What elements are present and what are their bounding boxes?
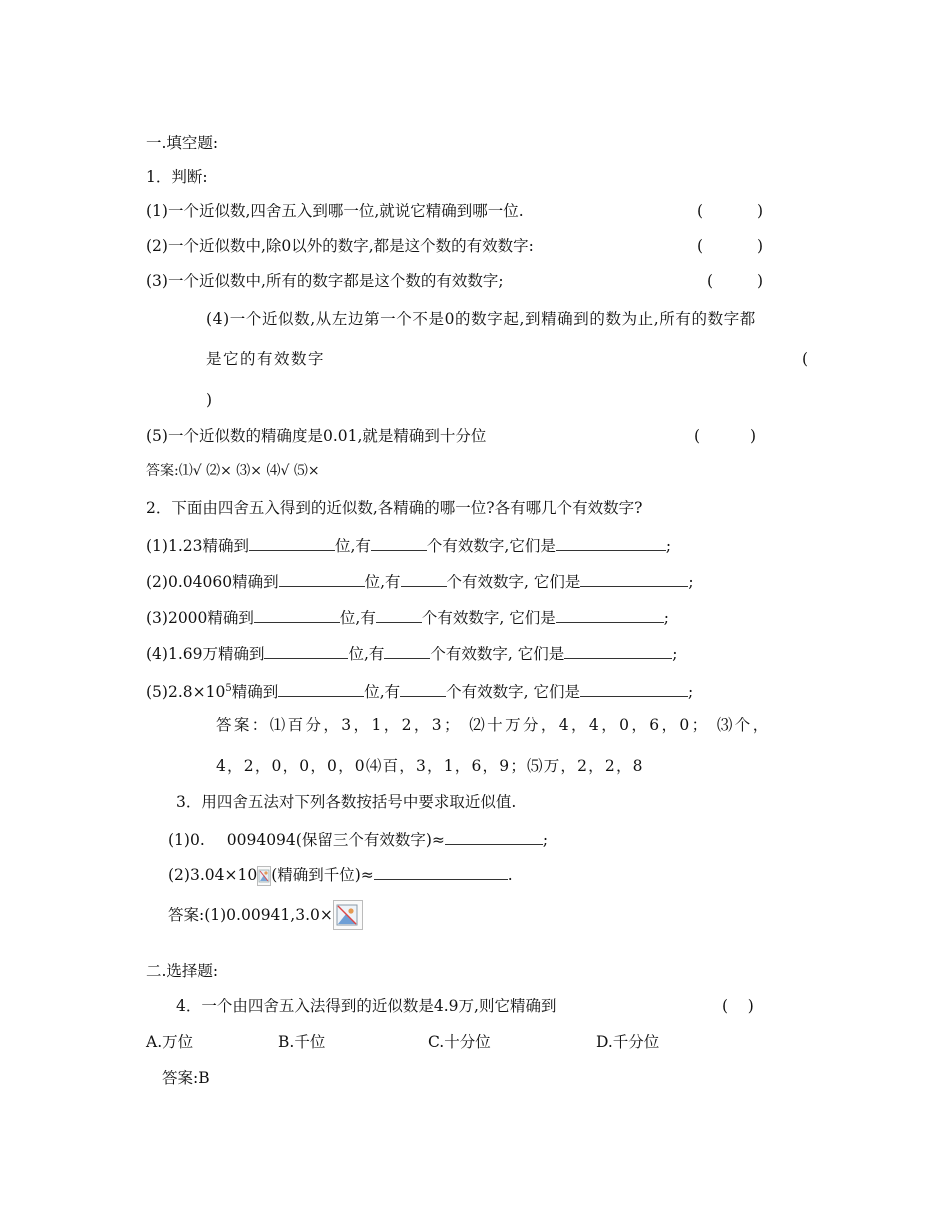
q1-item-1-paren-open: ( xyxy=(697,202,704,220)
q2-item-3-blank-count[interactable] xyxy=(376,607,422,623)
q3-item-1-blank[interactable] xyxy=(445,829,543,845)
q3-item-2 xyxy=(168,864,513,886)
q2-item-4-text-a: 精确到 xyxy=(217,645,265,663)
q4-option-a[interactable]: A.万位 xyxy=(146,1033,194,1051)
q1-item-3-paren-close: ) xyxy=(757,272,764,290)
q2-item-2-number: (2)0.04060 xyxy=(146,573,233,591)
q1-item-3: (3)一个近似数中,所有的数字都是这个数的有效数字; xyxy=(146,272,504,290)
q3-item-2-end: . xyxy=(507,866,513,884)
q1-item-5-paren-close: ) xyxy=(750,427,757,445)
q4-title: 4．一个由四舍五入法得到的近似数是4.9万,则它精确到 xyxy=(176,997,557,1015)
q1-item-4-paren-open: ( xyxy=(802,350,809,368)
q3-answer-text: 答案:(1)0.00941,3.0× xyxy=(168,906,333,924)
q2-item-5-blank-digits[interactable] xyxy=(580,681,688,697)
q2-item-4 xyxy=(146,643,678,664)
q2-item-3 xyxy=(146,607,669,628)
q2-item-3-number: (3)2000 xyxy=(146,609,208,627)
q3-item-1-end: ; xyxy=(542,831,549,849)
q1-item-5-paren-open: ( xyxy=(694,427,701,445)
q2-item-1-text-c: 个有效数字,它们是 xyxy=(426,537,556,555)
q3-item-1 xyxy=(168,829,548,850)
q2-item-4-end: ; xyxy=(672,645,678,663)
q2-item-4-blank-place[interactable] xyxy=(264,643,348,659)
q2-item-3-text-c: 个有效数字, 它们是 xyxy=(421,609,556,627)
q3-answer xyxy=(168,900,363,930)
q2-item-1-blank-count[interactable] xyxy=(371,535,427,551)
q2-item-4-text-b: 位,有 xyxy=(348,645,385,663)
q3-title: 3．用四舍五法对下列各数按括号中要求取近似值. xyxy=(176,793,517,811)
q2-item-2-blank-digits[interactable] xyxy=(580,571,688,587)
q2-answer-line-1: 答案：⑴百分，3，1，2，3； ⑵十万分，4，4，0，6，0； ⑶个， xyxy=(216,716,771,734)
q4-option-c[interactable]: C.十分位 xyxy=(428,1033,491,1051)
q2-item-5-end: ; xyxy=(688,683,694,702)
q2-item-2-end: ; xyxy=(688,573,694,591)
q1-item-5: (5)一个近似数的精确度是0.01,就是精确到十分位 xyxy=(146,427,487,445)
q1-item-1-paren-close: ) xyxy=(757,202,764,220)
q2-item-4-blank-digits[interactable] xyxy=(564,643,672,659)
q2-item-3-end: ; xyxy=(663,609,669,627)
q2-item-3-text-a: 精确到 xyxy=(207,609,254,627)
q1-answer: 答案:⑴√ ⑵× ⑶× ⑷√ ⑸× xyxy=(146,463,320,479)
q2-item-5-number: (5)2.8×10 xyxy=(146,683,226,702)
q3-item-2-text-a: (2)3.04×10 xyxy=(168,866,258,884)
q1-title: 1．判断: xyxy=(146,168,208,186)
q1-item-3-paren-open: ( xyxy=(707,272,714,290)
q2-item-5-text-a: 精确到 xyxy=(231,683,279,702)
q2-item-1-blank-digits[interactable] xyxy=(556,535,666,551)
q2-item-1-blank-place[interactable] xyxy=(249,535,335,551)
broken-image-icon xyxy=(333,900,363,930)
q3-item-2-text-b: (精确到千位)≈ xyxy=(271,866,374,884)
q3-item-2-blank[interactable] xyxy=(374,864,508,880)
q1-item-2-paren-close: ) xyxy=(757,237,764,255)
q2-item-5-text-b: 位,有 xyxy=(364,683,401,702)
q2-item-5-blank-count[interactable] xyxy=(400,681,446,697)
q2-item-1 xyxy=(146,535,671,556)
q2-item-2-text-b: 位,有 xyxy=(364,573,401,591)
q2-item-3-blank-digits[interactable] xyxy=(556,607,664,623)
q1-item-2-paren-open: ( xyxy=(697,237,704,255)
q2-title: 2．下面由四舍五入得到的近似数,各精确的哪一位?各有哪几个有效数字? xyxy=(146,499,643,517)
q1-item-4-cont: 是它的有效数字 xyxy=(206,350,326,368)
q2-item-1-text-b: 位,有 xyxy=(334,537,371,555)
q2-item-5 xyxy=(146,679,693,702)
q2-item-5-blank-place[interactable] xyxy=(278,681,364,697)
q2-item-1-end: ; xyxy=(665,537,672,555)
section-title-fill-blank: 一.填空题: xyxy=(146,134,219,152)
q4-option-b[interactable]: B.千位 xyxy=(278,1033,326,1051)
q1-item-4-paren-close: ) xyxy=(206,391,213,409)
q2-item-2-blank-count[interactable] xyxy=(401,571,447,587)
q2-item-3-blank-place[interactable] xyxy=(254,607,340,623)
q3-item-1-text-b: 0094094(保留三个有效数字)≈ xyxy=(226,831,445,849)
q1-item-4: (4)一个近似数,从左边第一个不是0的数字起,到精确到的数为止,所有的数字都 xyxy=(206,310,756,328)
q2-item-2-text-a: 精确到 xyxy=(232,573,279,591)
q2-item-4-blank-count[interactable] xyxy=(384,643,430,659)
q2-item-1-text-a: 精确到 xyxy=(202,537,249,555)
q2-item-5-exponent: 5 xyxy=(225,683,232,694)
q4-answer: 答案:B xyxy=(162,1069,210,1087)
q2-item-1-number: (1)1.23 xyxy=(146,537,203,555)
q4-option-d[interactable]: D.千分位 xyxy=(596,1033,660,1051)
q2-item-5-text-c: 个有效数字, 它们是 xyxy=(446,683,581,702)
q2-answer-line-2: 4，2，0，0，0，0⑷百，3，1，6，9；⑸万，2，2，8 xyxy=(216,757,644,775)
broken-image-icon xyxy=(257,866,271,886)
q2-item-2-blank-place[interactable] xyxy=(279,571,365,587)
q2-item-4-text-c: 个有效数字, 它们是 xyxy=(430,645,565,663)
q1-item-1: (1)一个近似数,四舍五入到哪一位,就说它精确到哪一位. xyxy=(146,202,524,220)
section-title-multiple-choice: 二.选择题: xyxy=(146,962,219,980)
q1-item-2: (2)一个近似数中,除0以外的数字,都是这个数的有效数字: xyxy=(146,237,534,255)
q2-item-3-text-b: 位,有 xyxy=(339,609,376,627)
q4-paren: ( ) xyxy=(722,997,754,1015)
q2-item-2 xyxy=(146,571,694,592)
q2-item-2-text-c: 个有效数字, 它们是 xyxy=(446,573,581,591)
q2-item-4-number: (4)1.69万 xyxy=(146,645,218,663)
q3-item-1-text-a: (1)0. xyxy=(168,831,205,849)
